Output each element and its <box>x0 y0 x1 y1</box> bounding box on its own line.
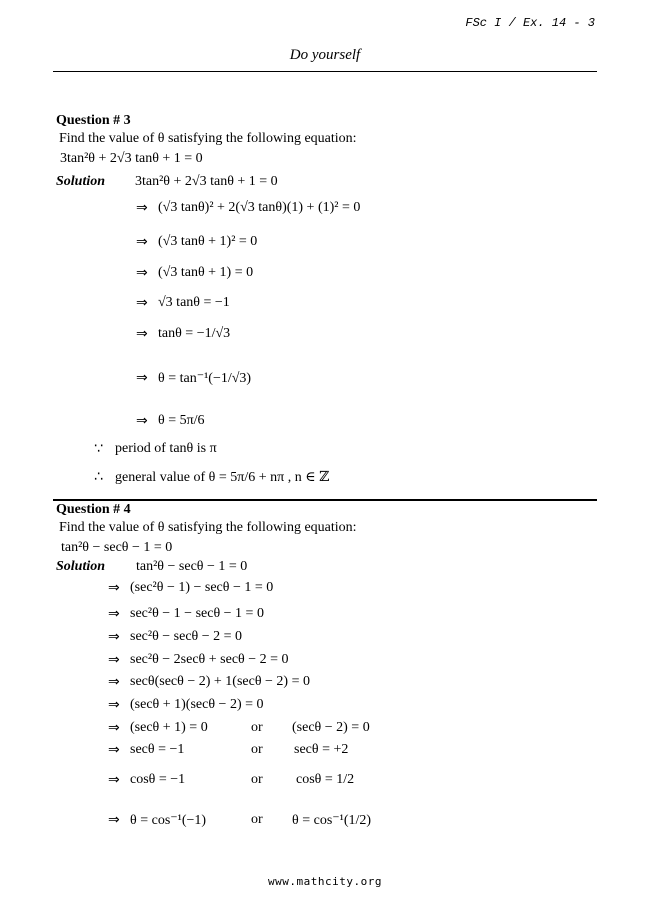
implies-icon: ⇒ <box>136 295 148 311</box>
question-4-solution-label: Solution <box>56 559 106 574</box>
implies-icon: ⇒ <box>136 413 148 429</box>
q4-or-word: or <box>251 720 263 735</box>
q3-step: tanθ = −1/√3 <box>158 326 231 341</box>
q4-or-word: or <box>251 742 263 757</box>
implies-icon: ⇒ <box>108 742 120 758</box>
q4-step: secθ(secθ − 2) + 1(secθ − 2) = 0 <box>130 674 310 689</box>
implies-icon: ⇒ <box>136 326 148 342</box>
implies-icon: ⇒ <box>108 772 120 788</box>
implies-icon: ⇒ <box>136 265 148 281</box>
implies-icon: ⇒ <box>108 652 120 668</box>
q4-or-word: or <box>251 812 263 827</box>
q4-or-left: (secθ + 1) = 0 <box>130 720 208 735</box>
question-3-equation: 3tan²θ + 2√3 tanθ + 1 = 0 <box>60 151 203 166</box>
q3-step: θ = tan⁻¹(−1/√3) <box>158 371 252 386</box>
implies-icon: ⇒ <box>108 629 120 645</box>
q3-step: √3 tanθ = −1 <box>158 295 230 310</box>
q4-step: tan²θ − secθ − 1 = 0 <box>136 559 248 574</box>
q4-or-right: θ = cos⁻¹(1/2) <box>292 813 372 828</box>
implies-icon: ⇒ <box>108 606 120 622</box>
q4-or-left: θ = cos⁻¹(−1) <box>130 813 207 828</box>
q3-step: (√3 tanθ + 1) = 0 <box>158 265 254 280</box>
site-footer: www.mathcity.org <box>268 875 382 888</box>
header-divider <box>53 71 597 72</box>
question-4-title: Question # 4 <box>56 502 131 517</box>
question-3-prompt: Find the value of θ satisfying the following equation: <box>59 131 357 146</box>
q4-step: (secθ + 1)(secθ − 2) = 0 <box>130 697 264 712</box>
q3-step: 3tan²θ + 2√3 tanθ + 1 = 0 <box>135 174 278 189</box>
implies-icon: ⇒ <box>108 812 120 828</box>
q4-or-right: cosθ = 1/2 <box>296 772 355 787</box>
implies-icon: ⇒ <box>136 200 148 216</box>
q4-or-left: secθ = −1 <box>130 742 185 757</box>
q4-or-right: (secθ − 2) = 0 <box>292 720 370 735</box>
implies-icon: ⇒ <box>136 370 148 386</box>
q4-or-word: or <box>251 772 263 787</box>
implies-icon: ⇒ <box>108 674 120 690</box>
question-3-solution-label: Solution <box>56 174 106 189</box>
page-reference: FSc I / Ex. 14 - 3 <box>465 16 595 30</box>
q3-step: θ = 5π/6 <box>158 413 205 428</box>
q4-step: sec²θ − secθ − 2 = 0 <box>130 629 243 644</box>
because-icon: ∵ <box>94 441 103 457</box>
implies-icon: ⇒ <box>108 720 120 736</box>
q4-step: (sec²θ − 1) − secθ − 1 = 0 <box>130 580 274 595</box>
therefore-icon: ∴ <box>94 469 103 485</box>
q3-step: (√3 tanθ)² + 2(√3 tanθ)(1) + (1)² = 0 <box>158 200 361 215</box>
question-4-equation: tan²θ − secθ − 1 = 0 <box>61 540 173 555</box>
q4-or-right: secθ = +2 <box>294 742 349 757</box>
q4-step: sec²θ − 1 − secθ − 1 = 0 <box>130 606 264 621</box>
question-4-prompt: Find the value of θ satisfying the following equation: <box>59 520 357 535</box>
page-title: Do yourself <box>289 47 361 63</box>
question-3-title: Question # 3 <box>56 113 131 128</box>
q4-or-left: cosθ = −1 <box>130 772 186 787</box>
q3-general-value: general value of θ = 5π/6 + nπ , n ∈ ℤ <box>115 470 330 485</box>
q4-step: sec²θ − 2secθ + secθ − 2 = 0 <box>130 652 289 667</box>
q3-because-statement: period of tanθ is π <box>115 441 217 456</box>
implies-icon: ⇒ <box>136 234 148 250</box>
implies-icon: ⇒ <box>108 580 120 596</box>
q3-step: (√3 tanθ + 1)² = 0 <box>158 234 258 249</box>
implies-icon: ⇒ <box>108 697 120 713</box>
question-divider <box>53 499 597 501</box>
